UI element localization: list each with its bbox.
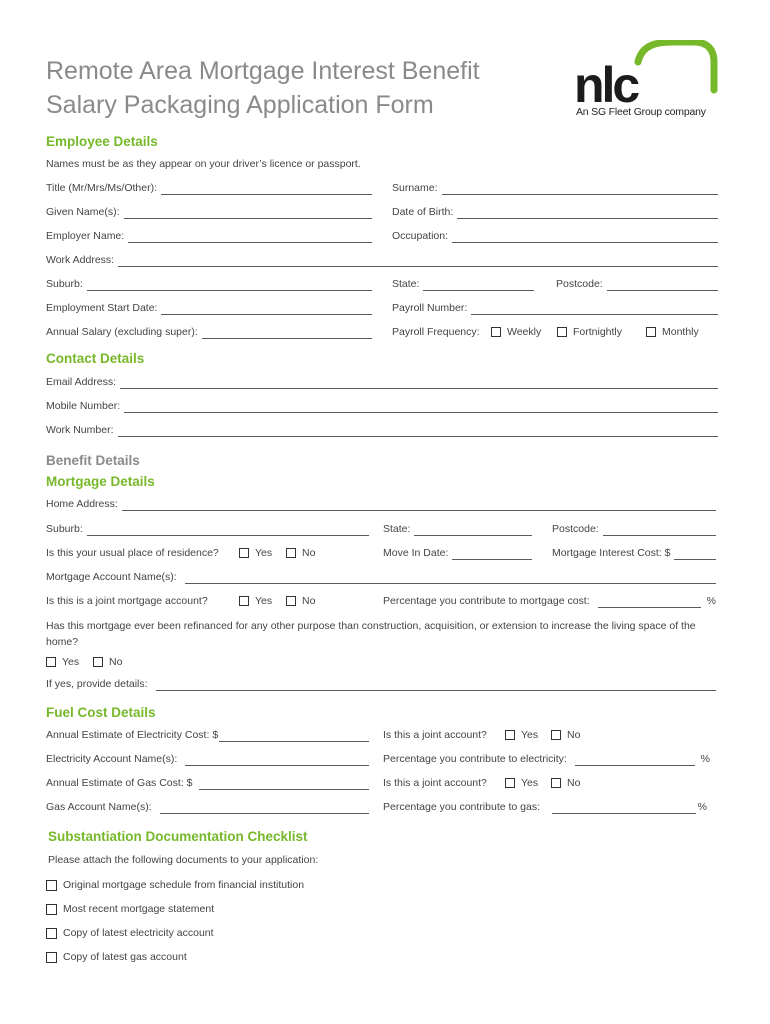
elec-joint-label: Is this a joint account? [383,729,487,741]
mortgage-percentage-input-line[interactable] [598,597,701,608]
mortgage-percentage-field[interactable] [383,594,716,608]
freq-monthly-option[interactable] [646,325,699,339]
freq-monthly-checkbox[interactable] [646,327,656,337]
joint-mortgage-no-checkbox[interactable] [286,596,296,606]
freq-weekly-checkbox[interactable] [491,327,501,337]
work-state-field[interactable] [392,277,534,291]
joint-mortgage-yes-checkbox[interactable] [239,596,249,606]
gas-joint-question [383,776,487,790]
gas-joint-no-option[interactable] [551,776,580,790]
checklist-item-label: Copy of latest electricity account [63,927,214,939]
checklist-note: Please attach the following documents to your application: [48,854,319,866]
elec-account-name-input-line[interactable] [185,755,369,766]
contact-details-heading: Contact Details [46,351,145,366]
given-name-input-line[interactable] [124,208,372,219]
start-date-input-line[interactable] [161,304,372,315]
occupation-label: Occupation: [392,230,449,242]
freq-fortnightly-checkbox[interactable] [557,327,567,337]
work-number-input-line[interactable] [118,426,719,437]
employer-name-field[interactable] [46,229,372,243]
mobile-label: Mobile Number: [46,400,121,412]
fuel-cost-details-heading: Fuel Cost Details [46,705,156,720]
checklist-item-checkbox[interactable] [46,928,57,939]
elec-joint-yes-checkbox[interactable] [505,730,515,740]
gas-joint-yes-label: Yes [521,777,539,789]
home-suburb-input-line[interactable] [87,525,369,536]
home-postcode-field[interactable] [552,522,716,536]
residence-yes-label: Yes [255,547,273,559]
surname-field[interactable] [392,181,718,195]
home-postcode-input-line[interactable] [603,525,716,536]
surname-input-line[interactable] [442,184,718,195]
surname-label: Surname: [392,182,438,194]
gas-joint-yes-checkbox[interactable] [505,778,515,788]
work-postcode-label: Postcode: [556,278,603,290]
elec-joint-no-checkbox[interactable] [551,730,561,740]
checklist-heading: Substantiation Documentation Checklist [48,829,308,844]
mortgage-percentage-label: Percentage you contribute to mortgage cost: [383,595,590,607]
home-address-field[interactable] [46,497,716,511]
work-state-label: State: [392,278,420,290]
mortgage-details-heading: Mortgage Details [46,474,155,489]
checklist-item-label: Copy of latest gas account [63,951,187,963]
interest-cost-input-line[interactable] [674,549,716,560]
work-address-field[interactable] [46,253,718,267]
elec-estimate-field[interactable] [46,728,369,742]
occupation-field[interactable] [392,229,718,243]
elec-joint-no-label: No [567,729,581,741]
mobile-field[interactable] [46,399,718,413]
benefit-details-heading: Benefit Details [46,453,140,468]
gas-joint-no-label: No [567,777,581,789]
residence-yes-option[interactable] [239,546,272,560]
payroll-number-label: Payroll Number: [392,302,468,314]
residence-no-option[interactable] [286,546,315,560]
elec-percentage-input-line[interactable] [575,755,695,766]
refinance-yes-option[interactable] [46,655,79,669]
elec-estimate-input-line[interactable] [219,731,369,742]
freq-fortnightly-option[interactable] [557,325,622,339]
elec-joint-question [383,728,487,742]
mortgage-account-name-field[interactable] [46,570,716,584]
move-in-date-input-line[interactable] [452,549,532,560]
freq-weekly-label: Weekly [507,326,542,338]
work-postcode-input-line[interactable] [607,280,718,291]
given-name-label: Given Name(s): [46,206,120,218]
checklist-item[interactable] [46,878,304,892]
refinance-details-input-line[interactable] [156,680,716,691]
work-suburb-field[interactable] [46,277,372,291]
work-state-input-line[interactable] [423,280,534,291]
freq-fortnightly-label: Fortnightly [573,326,623,338]
gas-estimate-input-line[interactable] [199,779,370,790]
refinance-no-checkbox[interactable] [93,657,103,667]
move-in-date-field[interactable] [383,546,532,560]
work-suburb-label: Suburb: [46,278,83,290]
gas-joint-label: Is this a joint account? [383,777,487,789]
dob-input-line[interactable] [457,208,718,219]
freq-weekly-option[interactable] [491,325,541,339]
elec-joint-no-option[interactable] [551,728,580,742]
form-title-line2: Salary Packaging Application Form [46,91,434,119]
checklist-item-label: Most recent mortgage statement [63,903,215,915]
home-address-label: Home Address: [46,498,118,510]
move-in-date-label: Move In Date: [383,547,449,559]
employee-details-heading: Employee Details [46,134,158,149]
interest-cost-label: Mortgage Interest Cost: $ [552,547,671,559]
checklist-item-label: Original mortgage schedule from financial institution [63,879,305,891]
annual-salary-input-line[interactable] [202,328,372,339]
form-title [46,54,480,122]
elec-percent-sign: % [700,753,710,765]
refinance-yes-checkbox[interactable] [46,657,56,667]
freq-monthly-label: Monthly [662,326,699,338]
title-field[interactable] [46,181,372,195]
occupation-input-line[interactable] [452,232,718,243]
checklist-item-checkbox[interactable] [46,904,57,915]
elec-account-name-field[interactable] [46,752,369,766]
checklist-item[interactable] [46,926,214,940]
payroll-frequency-label: Payroll Frequency: [392,326,480,338]
title-label: Title (Mr/Mrs/Ms/Other): [46,182,158,194]
payroll-number-input-line[interactable] [471,304,718,315]
joint-mortgage-yes-label: Yes [255,595,273,607]
gas-percentage-input-line[interactable] [552,803,696,814]
annual-salary-field[interactable] [46,325,372,339]
residence-no-checkbox[interactable] [286,548,296,558]
elec-account-name-label: Electricity Account Name(s): [46,753,178,765]
elec-joint-yes-label: Yes [521,729,539,741]
elec-percentage-label: Percentage you contribute to electricity: [383,753,567,765]
employee-note: Names must be as they appear on your driver’s licence or passport. [46,158,361,170]
joint-mortgage-yes-option[interactable] [239,594,272,608]
checklist-item-checkbox[interactable] [46,952,57,963]
refinance-details-label: If yes, provide details: [46,678,148,690]
home-state-field[interactable] [383,522,532,536]
refinance-details-field[interactable] [46,677,716,691]
logo-tagline: An SG Fleet Group company [576,106,706,118]
gas-joint-yes-option[interactable] [505,776,538,790]
elec-estimate-label: Annual Estimate of Electricity Cost: $ [46,729,219,741]
home-state-input-line[interactable] [414,525,532,536]
mortgage-account-name-input-line[interactable] [185,573,716,584]
email-input-line[interactable] [120,378,718,389]
refinance-no-option[interactable] [93,655,122,669]
residence-question [46,546,219,560]
start-date-field[interactable] [46,301,372,315]
joint-mortgage-question [46,594,208,608]
gas-account-name-field[interactable] [46,800,369,814]
dob-label: Date of Birth: [392,206,454,218]
mortgage-percent-sign: % [706,595,716,607]
gas-estimate-label: Annual Estimate of Gas Cost: $ [46,777,193,789]
checklist-item[interactable] [46,950,187,964]
home-suburb-field[interactable] [46,522,369,536]
email-label: Email Address: [46,376,117,388]
refinance-no-label: No [109,656,123,668]
gas-percent-sign: % [697,801,707,813]
residence-yes-checkbox[interactable] [239,548,249,558]
payroll-frequency-group [392,325,480,339]
mortgage-account-name-label: Mortgage Account Name(s): [46,571,177,583]
gas-account-name-label: Gas Account Name(s): [46,801,152,813]
email-field[interactable] [46,375,718,389]
gas-percentage-label: Percentage you contribute to gas: [383,801,541,813]
work-number-label: Work Number: [46,424,114,436]
dob-field[interactable] [392,205,718,219]
elec-percentage-field[interactable] [383,752,710,766]
gas-account-name-input-line[interactable] [160,803,369,814]
mobile-input-line[interactable] [124,402,718,413]
employer-name-label: Employer Name: [46,230,125,242]
gas-joint-no-checkbox[interactable] [551,778,561,788]
work-number-field[interactable] [46,423,718,437]
title-input-line[interactable] [161,184,372,195]
annual-salary-label: Annual Salary (excluding super): [46,326,198,338]
gas-estimate-field[interactable] [46,776,369,790]
home-address-input-line[interactable] [122,500,716,511]
work-address-input-line[interactable] [118,256,718,267]
logo-wordmark: nlc [574,57,638,113]
payroll-number-field[interactable] [392,301,718,315]
checklist-item-checkbox[interactable] [46,880,57,891]
checklist-item[interactable] [46,902,214,916]
work-suburb-input-line[interactable] [87,280,372,291]
joint-mortgage-label: Is this is a joint mortgage account? [46,595,208,607]
joint-mortgage-no-label: No [302,595,316,607]
residence-no-label: No [302,547,316,559]
employer-name-input-line[interactable] [128,232,372,243]
start-date-label: Employment Start Date: [46,302,158,314]
home-suburb-label: Suburb: [46,523,83,535]
form-title-line1: Remote Area Mortgage Interest Benefit [46,57,480,85]
interest-cost-field[interactable] [552,546,716,560]
work-postcode-field[interactable] [556,277,718,291]
residence-label: Is this your usual place of residence? [46,547,219,559]
refinance-question: Has this mortgage ever been refinanced for any other purpose than construction, acquisition, or extension to increase the living space of the home? [46,620,696,648]
joint-mortgage-no-option[interactable] [286,594,315,608]
refinance-yes-label: Yes [62,656,80,668]
home-state-label: State: [383,523,411,535]
home-postcode-label: Postcode: [552,523,599,535]
elec-joint-yes-option[interactable] [505,728,538,742]
gas-percentage-field[interactable] [383,800,707,814]
work-address-label: Work Address: [46,254,115,266]
given-name-field[interactable] [46,205,372,219]
